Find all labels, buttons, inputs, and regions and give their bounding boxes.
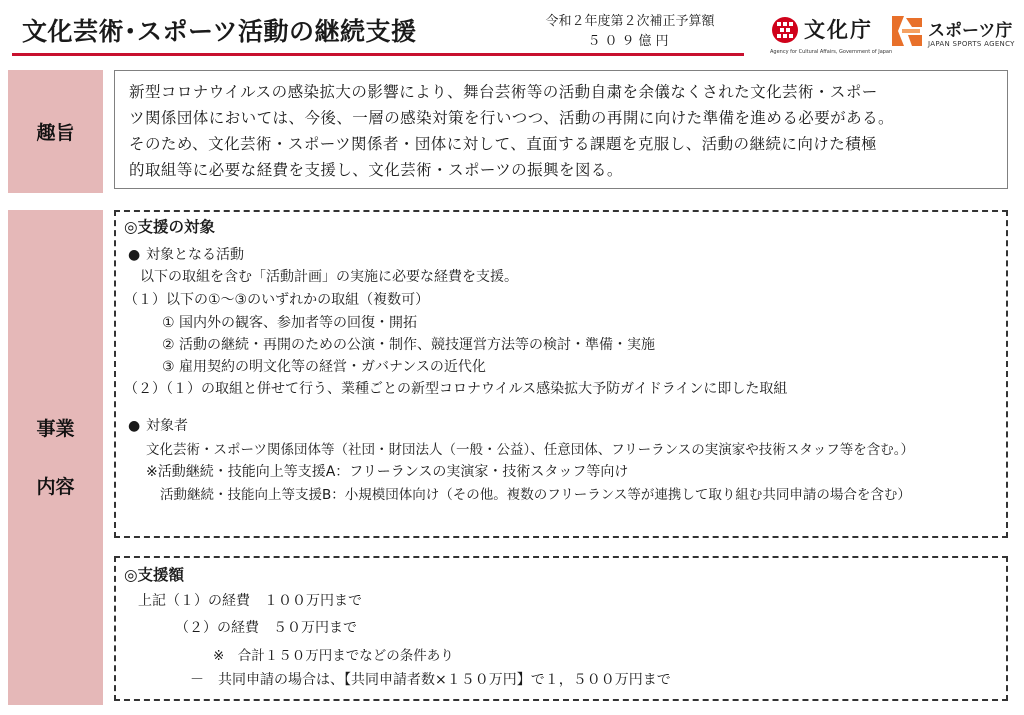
support-type-a: ※活動継続・技能向上等支援A：フリーランスの実演家・技術スタッフ等向け: [146, 464, 629, 480]
support-type-b: 活動継続・技能向上等支援B：小規模団体向け（その他。複数のフリーランス等が連携して取り組む共同申請の場合を含む）: [160, 487, 911, 503]
amount-condition-note: ※ 合計１５０万円までなどの条件あり: [213, 648, 454, 664]
sports-logo-subtitle: JAPAN SPORTS AGENCY: [928, 40, 1015, 48]
amount-line-2: （２）の経費 ５０万円まで: [175, 620, 357, 636]
purpose-line: 的取組等に必要な経費を支援し、文化芸術・スポーツの振興を図る。: [129, 161, 623, 179]
support-amount-heading: ◎支援額: [124, 566, 185, 584]
target-activities-intro: 以下の取組を含む「活動計画」の実施に必要な経費を支援。: [140, 269, 518, 285]
purpose-label: [8, 70, 103, 193]
bunka-mark-icon: [770, 15, 800, 45]
japan-sports-agency-logo: [890, 12, 1020, 56]
activity-sub-item: ③ 雇用契約の明文化等の経営・ガバナンスの近代化: [162, 359, 486, 375]
bullet-icon: ●: [128, 247, 141, 263]
bunka-logo-subtitle: Agency for Cultural Affairs, Government of Japan: [770, 49, 893, 55]
sports-logo-text: スポーツ庁: [928, 21, 1013, 41]
joint-application-note: － 共同申請の場合は、【共同申請者数×１５０万円】で１，５００万円まで: [190, 672, 671, 688]
budget-amount: ５０９億円: [587, 34, 673, 49]
recipients-title: 対象者: [146, 418, 188, 434]
page-title: 文化芸術･スポーツ活動の継続支援: [22, 17, 417, 46]
bullet-icon: ●: [128, 418, 141, 434]
business-content-label: [8, 210, 103, 705]
purpose-label-text: 趣旨: [36, 122, 75, 144]
business-label-line2: 内容: [36, 475, 75, 498]
budget-info: [520, 12, 740, 52]
activity-sub-item: ① 国内外の観客、参加者等の回復・開拓: [162, 315, 417, 331]
activity-item-1: （１）以下の①～③のいずれかの取組（複数可）: [124, 292, 430, 308]
purpose-line: そのため、文化芸術・スポーツ関係者・団体に対して、直面する課題を克服し、活動の継続に向けた積極: [129, 135, 878, 153]
bunka-logo-text: 文化庁: [804, 17, 873, 42]
sports-mark-icon: [890, 14, 924, 48]
support-target-heading: ◎支援の対象: [124, 218, 216, 236]
budget-label: 令和２年度第２次補正予算額: [545, 14, 715, 29]
target-activities-title: 対象となる活動: [146, 247, 244, 263]
purpose-box: [114, 70, 1008, 189]
recipients-description: 文化芸術・スポーツ関係団体等（社団・財団法人（一般・公益）、任意団体、フリーランスの実演家や技術スタッフ等を含む。）: [146, 442, 915, 458]
activity-sub-item: ② 活動の継続・再開のための公演・制作、競技運営方法等の検討・準備・実施: [162, 337, 655, 353]
purpose-line: 新型コロナウイルスの感染拡大の影響により、舞台芸術等の活動自粛を余儀なくされた文化芸術・スポー: [129, 83, 878, 101]
activity-item-2: （２）（１）の取組と併せて行う、業種ごとの新型コロナウイルス感染拡大予防ガイドラインに即した取組: [124, 381, 788, 397]
title-underline: [12, 53, 744, 56]
amount-line-1: 上記（１）の経費 １００万円まで: [138, 593, 362, 609]
agency-for-cultural-affairs-logo: [770, 12, 893, 56]
purpose-line: ツ関係団体においては、今後、一層の感染対策を行いつつ、活動の再開に向けた準備を進める必要がある。: [129, 109, 894, 127]
business-label-line1: 事業: [36, 417, 75, 440]
